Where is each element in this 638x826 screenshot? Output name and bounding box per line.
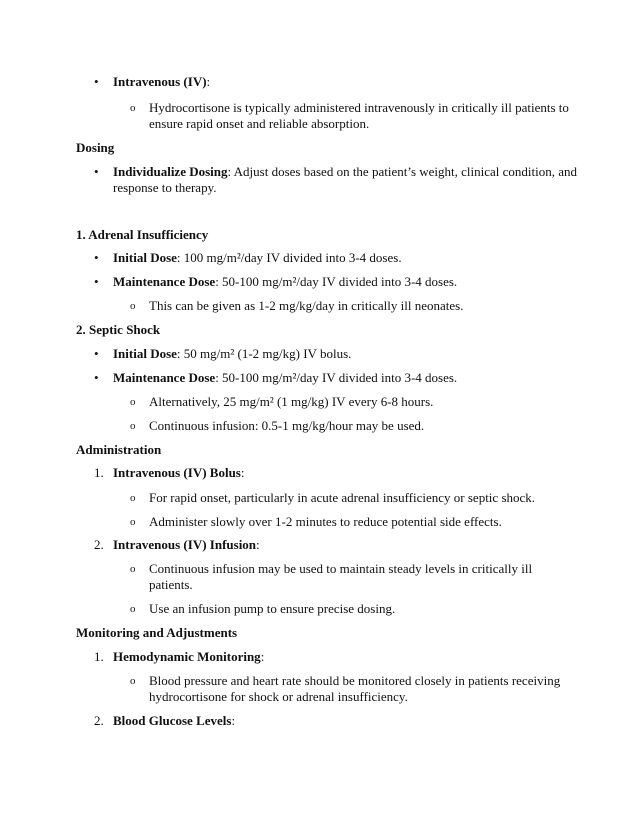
number-marker: 1.	[94, 649, 104, 664]
subbullet-text: This can be given as 1-2 mg/kg/day in critically ill neonates.	[149, 298, 464, 313]
bullet-text: Maintenance Dose: 50-100 mg/m²/day IV divided into 3-4 doses.	[113, 370, 458, 385]
subbullet-marker: o	[130, 420, 136, 432]
number-marker: 2.	[94, 537, 104, 552]
bullet-text: Maintenance Dose: 50-100 mg/m²/day IV divided into 3-4 doses.	[113, 274, 458, 289]
subbullet-marker: o	[130, 603, 136, 615]
subbullet-marker: o	[130, 516, 136, 528]
subbullet-text: Use an infusion pump to ensure precise dosing.	[149, 601, 396, 616]
section-heading-septic: 2. Septic Shock	[76, 322, 161, 337]
section-heading-dosing: Dosing	[76, 140, 115, 155]
bullet-marker: •	[94, 274, 99, 289]
subbullet-text: For rapid onset, particularly in acute adrenal insufficiency or septic shock.	[149, 490, 536, 505]
subbullet-marker: o	[130, 300, 136, 312]
subbullet-text: Administer slowly over 1-2 minutes to reduce potential side effects.	[149, 514, 502, 529]
bullet-text: Initial Dose: 100 mg/m²/day IV divided into 3-4 doses.	[113, 250, 402, 265]
document-page: • Intravenous (IV): o Hydrocortisone is typically administered intravenously in critically ill patients to ensure rapid onset and reliable absorption. Dosing • Individualize Dosing: Adjust doses based on the patient’s weight, clinical condition, and response to therapy. 1. Adrenal Insufficiency • Initial Dose: 100 mg/m²/day IV divided into 3-4 doses. • Maintenance Dose: 50-100 mg/m²/day IV divided into 3-4 doses. o This can be given as 1-2 mg/kg/day in critically ill neonates. 2. Septic Shock • Initial Dose: 50 mg/m² (1-2 mg/kg) IV bolus. • Maintenance Dose: 50-100 mg/m²/day IV divided into 3-4 doses. o Alternatively, 25 mg/m² (1 mg/kg) IV every 6-8 hours. o Continuous infusion: 0.5-1 mg/kg/hour may be used. Administration 1. Intravenous (IV) Bolus: o For rapid onset, particularly in acute adrenal insufficiency or septic shock. o Administer slowly over 1-2 minutes to reduce potential side effects. 2. Intravenous (IV) Infusion: o Continuous infusion may be used to maintain steady levels in critically ill patients. o Use an infusion pump to ensure precise dosing. Monitoring and Adjustments 1. Hemodynamic Monitoring: o Blood pressure and heart rate should be monitored closely in patients receiving hydrocortisone for shock or adrenal insufficiency. 2. Blood Glucose Levels:	[76, 74, 578, 728]
bullet-text: Individualize Dosing: Adjust doses based on the patient’s weight, clinical condition, and	[113, 164, 578, 179]
subbullet-marker: o	[130, 492, 136, 504]
subbullet-text: Blood pressure and heart rate should be monitored closely in patients receiving	[149, 673, 561, 688]
section-heading-administration: Administration	[76, 442, 162, 457]
bullet-text: Intravenous (IV):	[113, 74, 211, 89]
section-heading-monitoring: Monitoring and Adjustments	[76, 625, 238, 640]
bullet-text: Initial Dose: 50 mg/m² (1-2 mg/kg) IV bolus.	[113, 346, 352, 361]
subbullet-text: Continuous infusion: 0.5-1 mg/kg/hour may be used.	[149, 418, 425, 433]
bullet-marker: •	[94, 346, 99, 361]
section-heading-adrenal: 1. Adrenal Insufficiency	[76, 227, 209, 242]
bullet-marker: •	[94, 370, 99, 385]
subbullet-text: Continuous infusion may be used to maintain steady levels in critically ill	[149, 561, 533, 576]
subbullet-marker: o	[130, 396, 136, 408]
numbered-text: Intravenous (IV) Infusion:	[113, 537, 260, 552]
subbullet-text: Hydrocortisone is typically administered intravenously in critically ill patients to	[149, 100, 569, 115]
bullet-marker: •	[94, 164, 99, 179]
number-marker: 2.	[94, 713, 104, 728]
subbullet-marker: o	[130, 102, 136, 114]
subbullet-marker: o	[130, 675, 136, 687]
number-marker: 1.	[94, 465, 104, 480]
bullet-marker: •	[94, 74, 99, 89]
numbered-text: Hemodynamic Monitoring:	[113, 649, 265, 664]
subbullet-text: Alternatively, 25 mg/m² (1 mg/kg) IV every 6-8 hours.	[149, 394, 434, 409]
subbullet-marker: o	[130, 563, 136, 575]
bullet-marker: •	[94, 250, 99, 265]
numbered-text: Blood Glucose Levels:	[113, 713, 236, 728]
numbered-text: Intravenous (IV) Bolus:	[113, 465, 245, 480]
